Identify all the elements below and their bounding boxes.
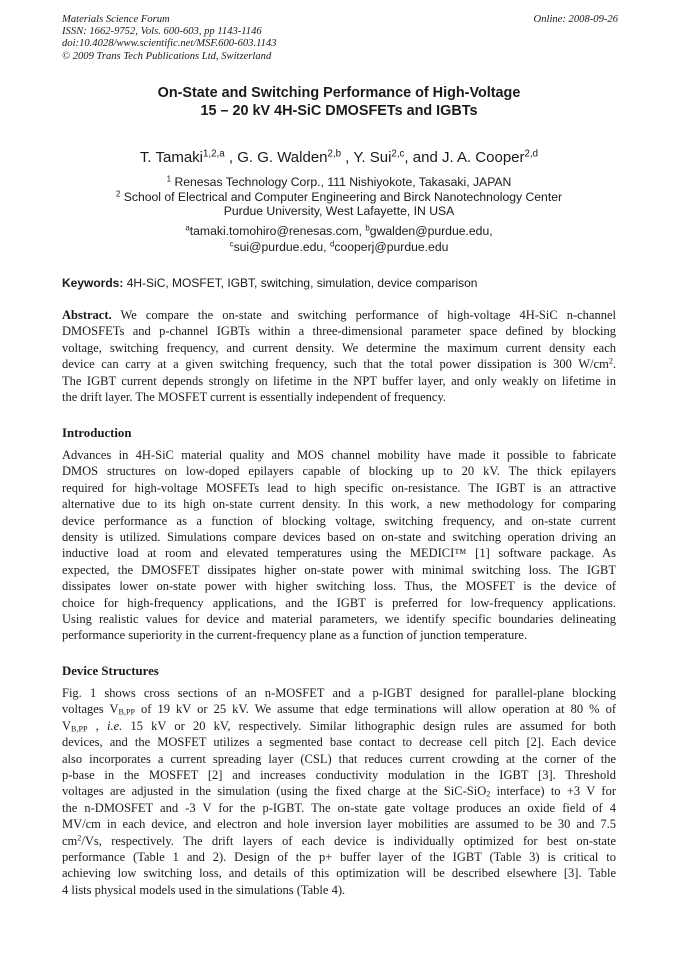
text-run: /Vs, respectively. The drift layers of each device is individually optimized for best on-state — [81, 833, 616, 848]
abstract-text: device can carry at a given switching frequency, such that the total power dissipation is 300 W/cm — [62, 357, 609, 372]
paragraph-line: inductive load at room and elevated temperatures using the MEDICI™ [1] software package. As — [62, 546, 616, 561]
title-line-2: 15 – 20 kV 4H-SiC DMOSFETs and IGBTs — [200, 103, 478, 119]
device-structures-paragraph — [62, 685, 616, 898]
italic-text: i.e. — [107, 718, 123, 733]
paragraph-line: the n-DMOSFET and -3 V for the p-IGBT. The on-state gate voltage produces an oxide field of 4 — [62, 800, 616, 815]
keywords-label: Keywords: — [62, 276, 124, 290]
paper-title — [62, 84, 616, 120]
paragraph-line — [62, 783, 616, 799]
paragraph-line: also incorporates a current spreading layer (CSL) that reduces current crowding at the corner of the — [62, 751, 616, 766]
email-link[interactable]: gwalden@purdue.edu, — [369, 224, 493, 238]
abstract — [62, 307, 616, 405]
affiliation-2-cont: Purdue University, West Lafayette, IN USA — [223, 204, 455, 219]
paragraph-line — [62, 833, 616, 849]
paragraph-line: Using realistic values for device and material parameters, we identify specific boundaries delineating — [62, 612, 616, 627]
keywords — [62, 276, 616, 291]
author-name: T. Tamaki — [139, 149, 203, 166]
keywords-text: 4H-SiC, MOSFET, IGBT, switching, simulation, device comparison — [123, 276, 478, 290]
text-run: of 19 kV or 25 kV. We assume that edge terminations will allow operation at 80 % of — [134, 702, 616, 717]
abstract-line: DMOSFETs and p-channel IGBTs within a three-dimensional parameter space defined by blocking — [62, 324, 616, 339]
paragraph-line: expected, the DMOSFET dissipates higher on-state power with minimal switching loss. The IGBT — [62, 562, 616, 577]
paragraph-line: MV/cm in each device, and electron and hole inversion layer mobilities are assumed to be 30 and 7.5 — [62, 817, 616, 832]
email-link[interactable]: sui@purdue.edu, — [233, 239, 330, 254]
author-name: G. G. Walden — [237, 149, 328, 166]
abstract-text: . — [612, 357, 616, 372]
affiliation-sup: 1 — [166, 174, 172, 184]
text-run: 15 kV or 20 kV, respectively. Similar lithographic design rules are assumed for both — [122, 718, 617, 733]
abstract-line — [62, 307, 616, 323]
doi-line: doi:10.4028/www.scientific.net/MSF.600-603.1143 — [62, 38, 277, 50]
paragraph-line: choice for high-frequency applications, and the IGBT is preferred for low-frequency applications. — [62, 595, 616, 610]
copyright-line: © 2009 Trans Tech Publications Ltd, Switzerland — [62, 50, 272, 62]
paragraph-line: Fig. 1 shows cross sections of an n-MOSFET and a p-IGBT designed for parallel-plane blocking — [62, 686, 616, 700]
paragraph-line: performance superiority in the current-frequency plane as a function of junction temperature. — [62, 628, 528, 643]
email-line-1 — [62, 224, 616, 240]
paragraph-line: Advances in 4H-SiC material quality and MOS channel mobility have made it possible to fabricate — [62, 448, 616, 462]
subscript: B,PP — [118, 708, 135, 718]
email-link[interactable]: cooperj@purdue.edu — [334, 239, 449, 254]
author-name: Y. Sui — [353, 149, 392, 166]
text-run: interface) to +3 V for — [490, 784, 616, 799]
abstract-line: The IGBT current depends strongly on lifetime in the NPT buffer layer, and only weakly on lifetime in — [62, 373, 616, 388]
author-affil-sup: 2,c — [391, 148, 405, 160]
section-heading-device-structures: Device Structures — [62, 664, 159, 678]
abstract-label: Abstract. — [62, 308, 112, 322]
superscript: 2 — [608, 356, 613, 366]
paragraph-line: 4 lists physical models used in the simulations (Table 4). — [62, 882, 346, 897]
author-list — [62, 148, 616, 168]
author-affil-sup: 2,b — [327, 148, 342, 160]
subscript: B,PP — [71, 724, 88, 734]
subscript: 2 — [486, 790, 491, 800]
author-affil-sup: 2,d — [524, 148, 539, 160]
paragraph-line — [62, 718, 616, 734]
author-separator: , — [224, 149, 238, 166]
text-run: voltages V — [62, 702, 119, 717]
paragraph-line: p-base in the MOSFET [2] and increases conductivity modulation in the IGBT [3]. Threshold — [62, 768, 616, 783]
email-sup: d — [329, 239, 335, 249]
introduction-paragraph — [62, 447, 616, 644]
paragraph-line: dissipates lower on-state power with higher switching loss. Thus, the MOSFET is the device of — [62, 579, 616, 594]
abstract-text: We compare the on-state and switching performance of high-voltage 4H-SiC n-channel — [111, 308, 616, 322]
author-name: J. A. Cooper — [441, 149, 525, 166]
abstract-line: the drift layer. The MOSFET current is essentially independent of frequency. — [62, 390, 447, 405]
text-run: V — [62, 718, 72, 733]
abstract-line — [62, 356, 616, 372]
author-affil-sup: 1,2,a — [203, 148, 225, 160]
affiliation-text: Renesas Technology Corp., 111 Nishiyokote, Takasaki, JAPAN — [174, 175, 512, 189]
affiliation-text: School of Electrical and Computer Engineering and Birck Nanotechnology Center — [123, 189, 563, 204]
author-separator: , and — [404, 149, 442, 166]
affiliation-sup: 2 — [115, 189, 121, 199]
paragraph-line — [62, 701, 616, 717]
email-sup: c — [229, 239, 234, 249]
text-run: cm — [62, 833, 78, 848]
affiliations — [62, 175, 616, 219]
paragraph-line: DMOS structures on low-doped epilayers capable of blocking up to 20 kV. The thick epilayers — [62, 464, 616, 479]
email-link[interactable]: tamaki.tomohiro@renesas.com, — [189, 224, 366, 238]
affiliation-2 — [62, 190, 616, 205]
abstract-line: voltage, switching frequency, and current density. We determine the maximum current density each — [62, 340, 616, 355]
text-run: voltages are adjusted in the simulation (using the fixed charge at the SiC-SiO — [62, 784, 487, 799]
email-addresses — [62, 224, 616, 255]
paragraph-line: alternative due to its high on-state current density. In this work, a new methodology for comparing — [62, 497, 616, 512]
superscript: 2 — [77, 833, 82, 843]
paragraph-line: density is utilized. Simulations compare devices based on on-state and switching operation driving an — [62, 530, 616, 545]
email-sup: b — [365, 223, 370, 233]
paragraph-line: required for high-voltage MOSFETs lead to high specific on-resistance. The IGBT is an attractive — [62, 480, 616, 495]
section-heading-introduction: Introduction — [62, 426, 132, 440]
email-sup: a — [185, 223, 190, 233]
author-separator: , — [341, 149, 354, 166]
journal-header — [62, 14, 618, 63]
paragraph-line: performance (Table 1 and 2). Design of the p+ buffer layer of the IGBT (Table 3) is critical to — [62, 850, 616, 865]
text-run: , — [87, 718, 107, 733]
paragraph-line: device performance as a function of blocking voltage, switching frequency, and on-state current — [62, 513, 616, 528]
issn-line: ISSN: 1662-9752, Vols. 600-603, pp 1143-1146 — [62, 26, 262, 38]
email-line-2 — [62, 240, 616, 256]
journal-name: Materials Science Forum — [62, 14, 170, 25]
affiliation-1 — [62, 175, 616, 190]
title-line-1: On-State and Switching Performance of High-Voltage — [157, 85, 521, 101]
online-date: Online: 2008-09-26 — [533, 14, 618, 25]
paragraph-line: devices, and the MOSFET utilizes a segmented base contact to decrease cell pitch [2]. Each device — [62, 735, 616, 750]
paragraph-line: achieving low switching loss, and details of this optimization will be described elsewhere [3]. Table — [62, 866, 616, 881]
